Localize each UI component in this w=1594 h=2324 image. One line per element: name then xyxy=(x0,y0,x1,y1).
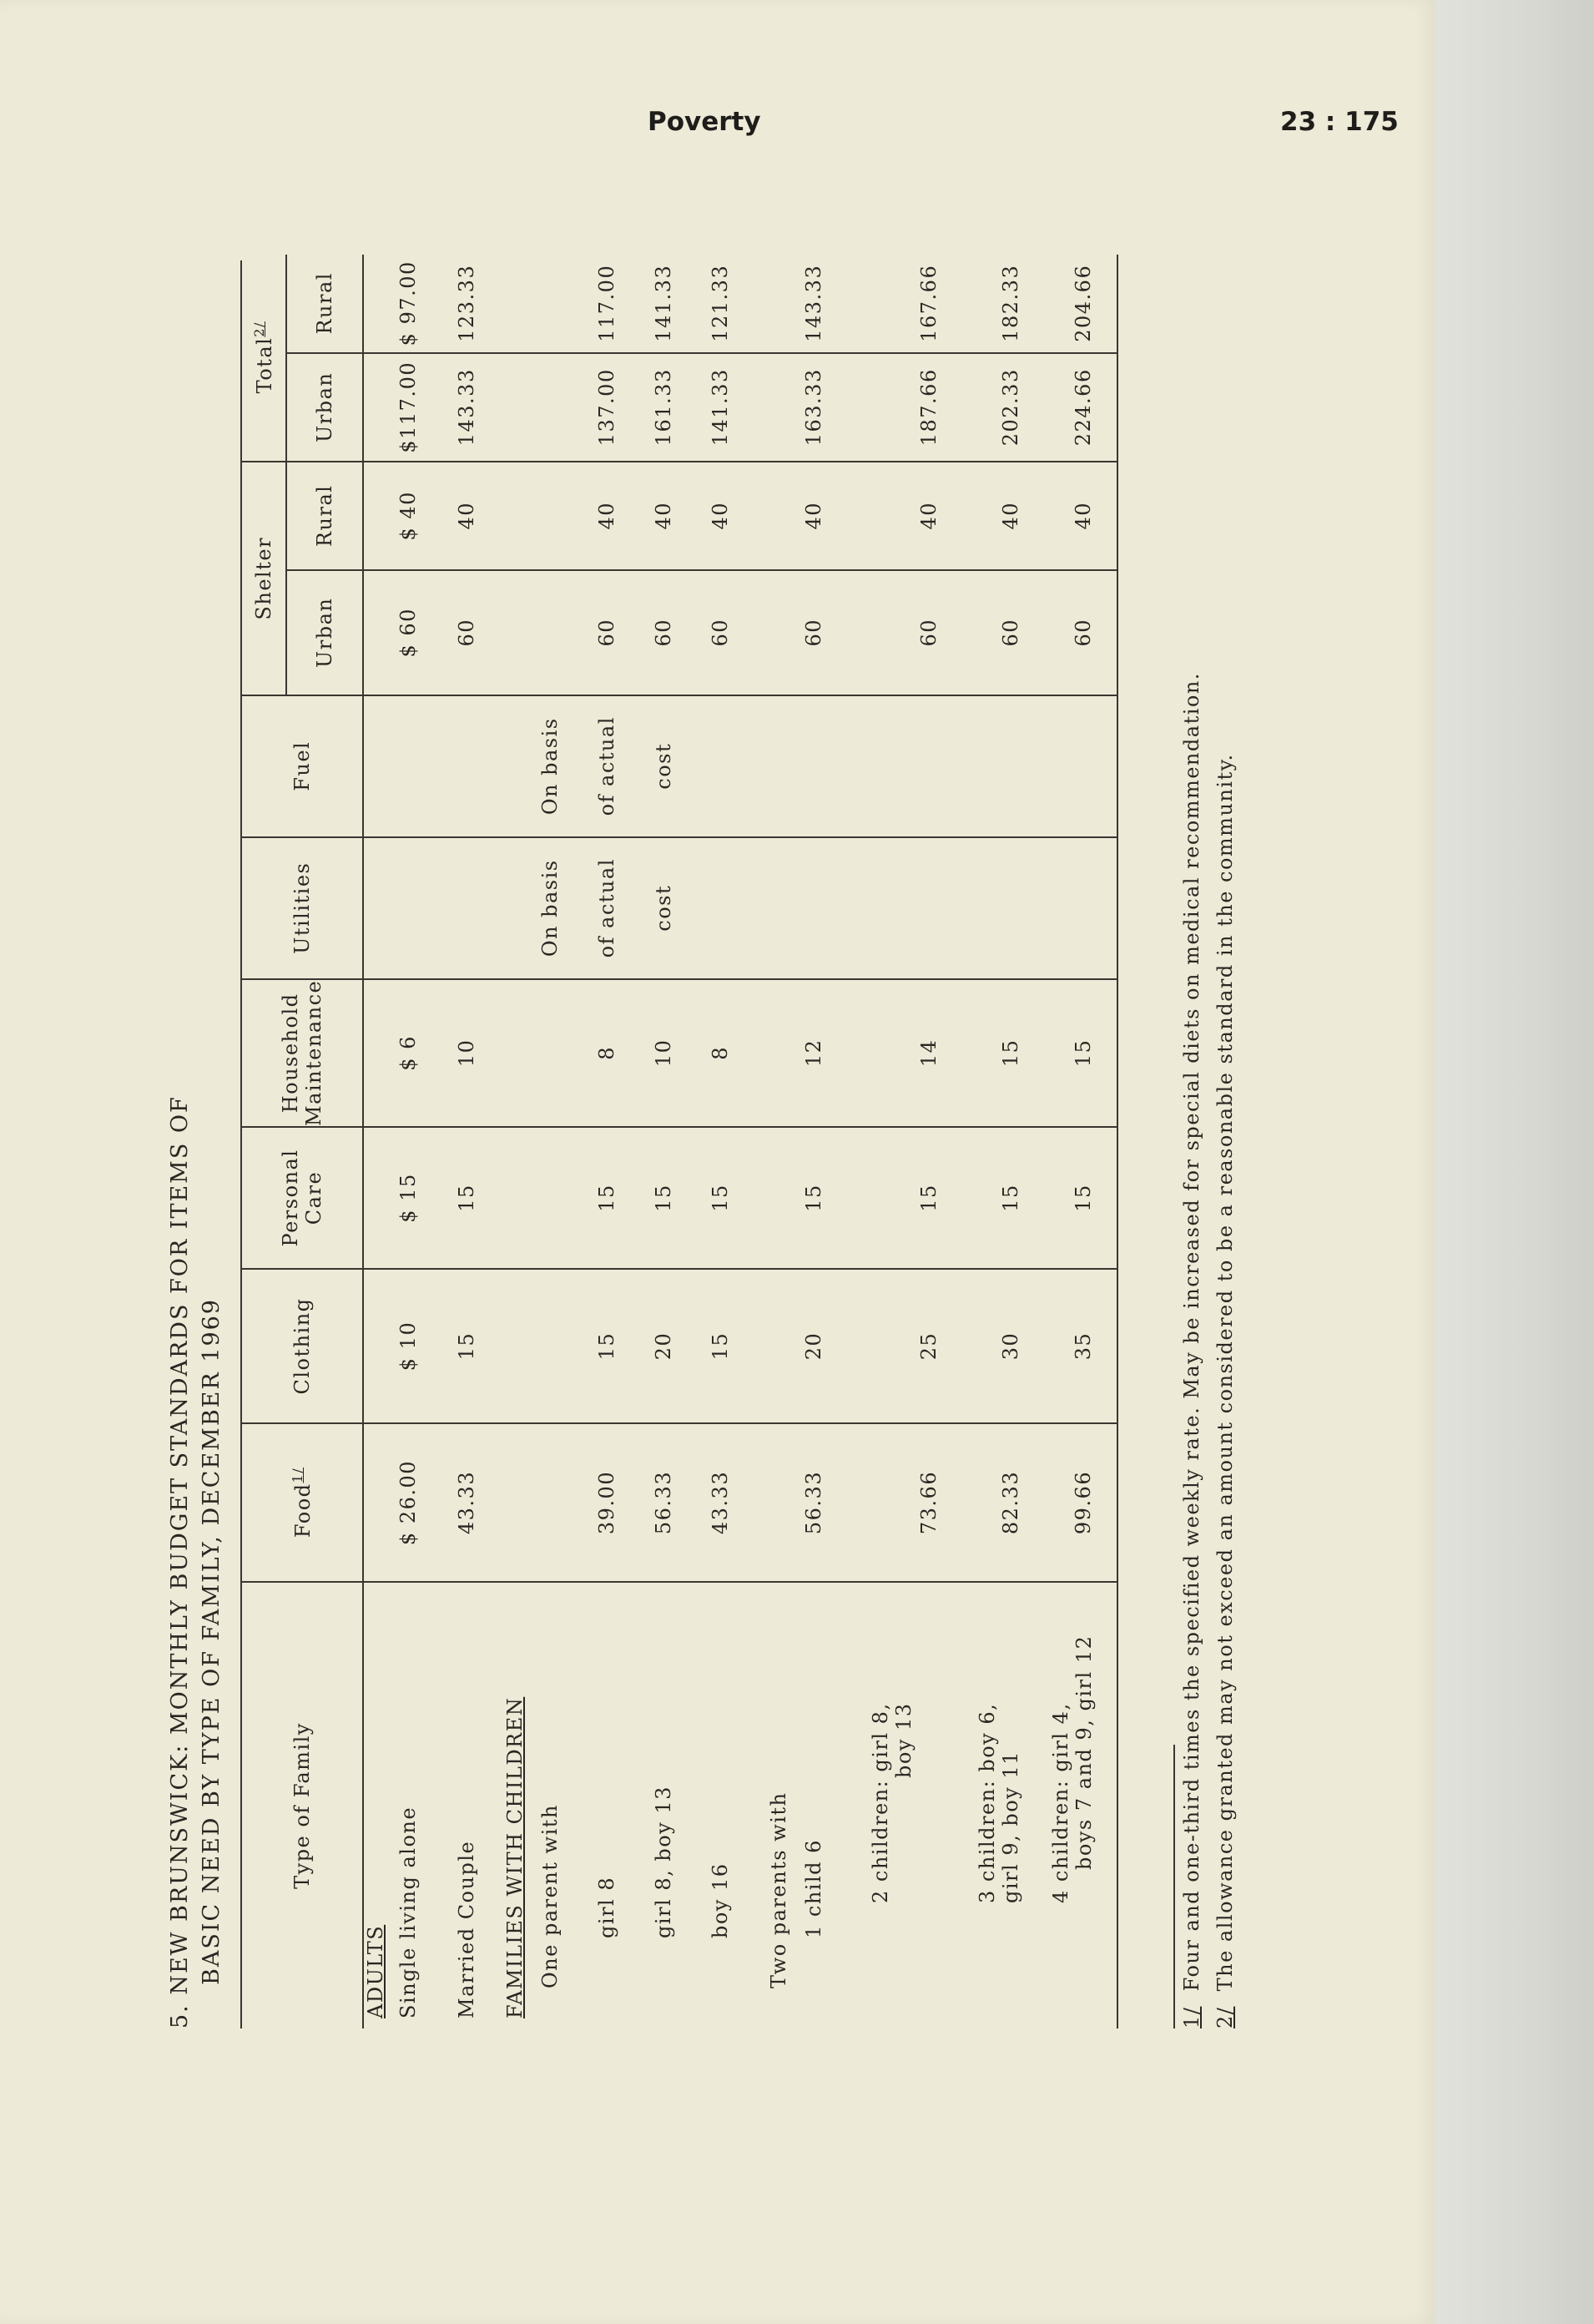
total-urban-cell: 143.33 xyxy=(455,353,503,462)
food-cell: $ 26.00 xyxy=(396,1423,455,1582)
header-fuel: Fuel xyxy=(242,695,363,837)
header-shelter-rural: Rural xyxy=(286,462,363,570)
footnote-1 xyxy=(1180,672,1203,2028)
footnote-2 xyxy=(1213,753,1237,2028)
header-total-urban: Urban xyxy=(286,353,363,462)
table-row xyxy=(595,255,652,2028)
running-head-title: Poverty xyxy=(648,107,761,137)
personal-care-cell: 15 xyxy=(941,1127,1027,1269)
total-urban-cell: 224.66 xyxy=(1027,353,1117,462)
shelter-urban-cell: $ 60 xyxy=(396,570,455,695)
utilities-cell xyxy=(709,837,767,979)
shelter-rural-cell: 40 xyxy=(802,462,869,570)
total-urban-cell: 161.33 xyxy=(652,353,709,462)
clothing-cell: 25 xyxy=(869,1269,941,1423)
utilities-cell: of actual xyxy=(595,837,652,979)
total-rural-cell: 143.33 xyxy=(802,264,825,342)
personal-care-cell: 15 xyxy=(1027,1127,1117,1269)
next-page-edge xyxy=(1435,0,1594,2324)
personal-care-cell: 15 xyxy=(709,1127,767,1269)
section-label-adults: ADULTS xyxy=(363,1582,396,2028)
footnote-2-text: The allowance granted may not exceed an amount considered to be a reasonable standard in the community. xyxy=(1213,753,1237,1992)
page-number: 23 : 175 xyxy=(1280,107,1399,137)
header-type-of-family: Type of Family xyxy=(242,1582,363,2028)
food-footnote-mark: 1/ xyxy=(290,1467,305,1483)
table-row xyxy=(1027,255,1117,2028)
table-row xyxy=(709,255,767,2028)
shelter-urban-cell: 60 xyxy=(802,570,869,695)
food-cell: 39.00 xyxy=(595,1423,652,1582)
total-rural-cell: 204.66 xyxy=(1027,255,1117,353)
table-row xyxy=(869,255,941,2028)
shelter-rural-cell: 40 xyxy=(709,462,767,570)
fuel-cell xyxy=(941,695,1027,837)
budget-table xyxy=(242,255,1118,2028)
total-rural-cell: 141.33 xyxy=(652,264,675,342)
total-urban-cell: $117.00 xyxy=(396,353,455,462)
section-label-families: FAMILIES WITH CHILDREN xyxy=(503,1582,538,2028)
fuel-cell xyxy=(396,695,455,837)
fuel-cell xyxy=(869,695,941,837)
shelter-rural-cell: 40 xyxy=(595,462,652,570)
utilities-cell xyxy=(802,837,869,979)
fuel-cell: cost xyxy=(652,695,709,837)
total-rural-cell: 167.66 xyxy=(917,264,941,342)
clothing-cell: 15 xyxy=(455,1269,503,1423)
header-personal-care: Personal Care xyxy=(242,1127,363,1269)
fuel-on-basis: On basis xyxy=(538,695,595,837)
clothing-cell: 15 xyxy=(595,1269,652,1423)
clothing-cell: 15 xyxy=(709,1269,767,1423)
utilities-on-basis: On basis xyxy=(538,837,595,979)
fuel-cell: of actual xyxy=(595,695,652,837)
table-row xyxy=(455,255,503,2028)
row-label: boy 16 xyxy=(709,1582,767,2028)
total-urban-cell: 187.66 xyxy=(869,353,941,462)
household-cell: 12 xyxy=(802,979,869,1127)
personal-care-cell: $ 15 xyxy=(396,1127,455,1269)
utilities-cell xyxy=(941,837,1027,979)
food-cell: 43.33 xyxy=(455,1423,503,1582)
personal-care-cell: 15 xyxy=(802,1127,869,1269)
shelter-urban-cell: 60 xyxy=(709,570,767,695)
header-total-rural: Rural xyxy=(286,255,363,353)
row-label: Single living alone xyxy=(396,1582,455,2028)
fuel-cell xyxy=(709,695,767,837)
table-row xyxy=(396,255,455,2028)
household-cell: $ 6 xyxy=(396,979,455,1127)
household-cell: 8 xyxy=(709,979,767,1127)
utilities-cell xyxy=(869,837,941,979)
personal-care-cell: 15 xyxy=(869,1127,941,1269)
shelter-rural-cell: 40 xyxy=(455,462,503,570)
shelter-urban-cell: 60 xyxy=(595,570,652,695)
personal-care-cell: 15 xyxy=(455,1127,503,1269)
rotated-table-block xyxy=(159,92,1277,2062)
food-cell: 56.33 xyxy=(802,1423,869,1582)
household-cell: 10 xyxy=(455,979,503,1127)
total-rural-cell: 182.33 xyxy=(999,264,1022,342)
food-cell: 99.66 xyxy=(1027,1423,1117,1582)
total-rural-cell: 117.00 xyxy=(595,264,618,342)
shelter-rural-cell: 40 xyxy=(869,462,941,570)
footnote-2-mark: 2/ xyxy=(1213,2006,1237,2028)
clothing-cell: 20 xyxy=(652,1269,709,1423)
table-row xyxy=(802,255,869,2028)
total-urban-cell: 202.33 xyxy=(941,353,1027,462)
household-cell: 15 xyxy=(1027,979,1117,1127)
household-cell: 14 xyxy=(869,979,941,1127)
header-utilities: Utilities xyxy=(242,837,363,979)
food-cell: 56.33 xyxy=(652,1423,709,1582)
table-row xyxy=(941,255,1027,2028)
row-label: 3 children: boy 6, girl 9, boy 11 xyxy=(941,1582,1027,2028)
table-title-line-2: BASIC NEED BY TYPE OF FAMILY, DECEMBER 1969 xyxy=(199,1298,224,1985)
clothing-cell: 30 xyxy=(941,1269,1027,1423)
row-label: girl 8, boy 13 xyxy=(652,1582,709,2028)
shelter-rural-cell: 40 xyxy=(941,462,1027,570)
clothing-cell: $ 10 xyxy=(396,1269,455,1423)
header-shelter: Shelter xyxy=(242,462,286,695)
total-footnote-mark: 2/ xyxy=(251,321,267,337)
shelter-rural-cell: 40 xyxy=(652,462,709,570)
row-label: 2 children: girl 8, boy 13 xyxy=(869,1582,941,2028)
header-household-maintenance: Household Maintenance xyxy=(242,979,363,1127)
group-label-two-parents: Two parents with xyxy=(767,1582,802,2028)
clothing-cell: 20 xyxy=(802,1269,869,1423)
fuel-cell xyxy=(455,695,503,837)
table-title-line-1: 5. NEW BRUNSWICK: MONTHLY BUDGET STANDARDS FOR ITEMS OF xyxy=(167,1095,193,2028)
utilities-cell xyxy=(455,837,503,979)
header-clothing: Clothing xyxy=(242,1269,363,1423)
utilities-cell xyxy=(396,837,455,979)
shelter-urban-cell: 60 xyxy=(652,570,709,695)
food-cell: 73.66 xyxy=(869,1423,941,1582)
personal-care-cell: 15 xyxy=(652,1127,709,1269)
total-rural-cell: 123.33 xyxy=(455,264,478,342)
household-cell: 10 xyxy=(652,979,709,1127)
row-label: Married Couple xyxy=(455,1582,503,2028)
household-cell: 15 xyxy=(941,979,1027,1127)
shelter-urban-cell: 60 xyxy=(869,570,941,695)
footnote-1-mark: 1/ xyxy=(1180,2006,1203,2028)
household-cell: 8 xyxy=(595,979,652,1127)
total-rural-cell: $ 97.00 xyxy=(396,260,420,346)
shelter-urban-cell: 60 xyxy=(941,570,1027,695)
personal-care-cell: 15 xyxy=(595,1127,652,1269)
total-urban-cell: 137.00 xyxy=(595,353,652,462)
footnote-rule xyxy=(1173,1745,1175,2028)
food-cell: 82.33 xyxy=(941,1423,1027,1582)
utilities-cell xyxy=(1027,837,1117,979)
row-label: 4 children: girl 4, boys 7 and 9, girl 12 xyxy=(1027,1582,1117,2028)
shelter-urban-cell: 60 xyxy=(455,570,503,695)
shelter-rural-cell: $ 40 xyxy=(396,462,455,570)
header-total: Total$^{2/}$ xyxy=(251,321,276,394)
row-label: 1 child 6 xyxy=(802,1582,869,2028)
total-urban-cell: 141.33 xyxy=(709,353,767,462)
header-food: Food$^{1/}$ xyxy=(242,1423,363,1582)
total-rural-cell: 121.33 xyxy=(709,264,732,342)
table-row xyxy=(652,255,709,2028)
footnote-1-text: Four and one-third times the specified weekly rate. May be increased for special diets on medical recommendation. xyxy=(1180,672,1203,1992)
shelter-rural-cell: 40 xyxy=(1027,462,1117,570)
group-label-one-parent: One parent with xyxy=(538,1582,595,2028)
row-label: girl 8 xyxy=(595,1582,652,2028)
fuel-cell xyxy=(1027,695,1117,837)
total-urban-cell: 163.33 xyxy=(802,353,869,462)
food-cell: 43.33 xyxy=(709,1423,767,1582)
shelter-urban-cell: 60 xyxy=(1027,570,1117,695)
utilities-cell: cost xyxy=(652,837,709,979)
header-shelter-urban: Urban xyxy=(286,570,363,695)
clothing-cell: 35 xyxy=(1027,1269,1117,1423)
fuel-cell xyxy=(802,695,869,837)
